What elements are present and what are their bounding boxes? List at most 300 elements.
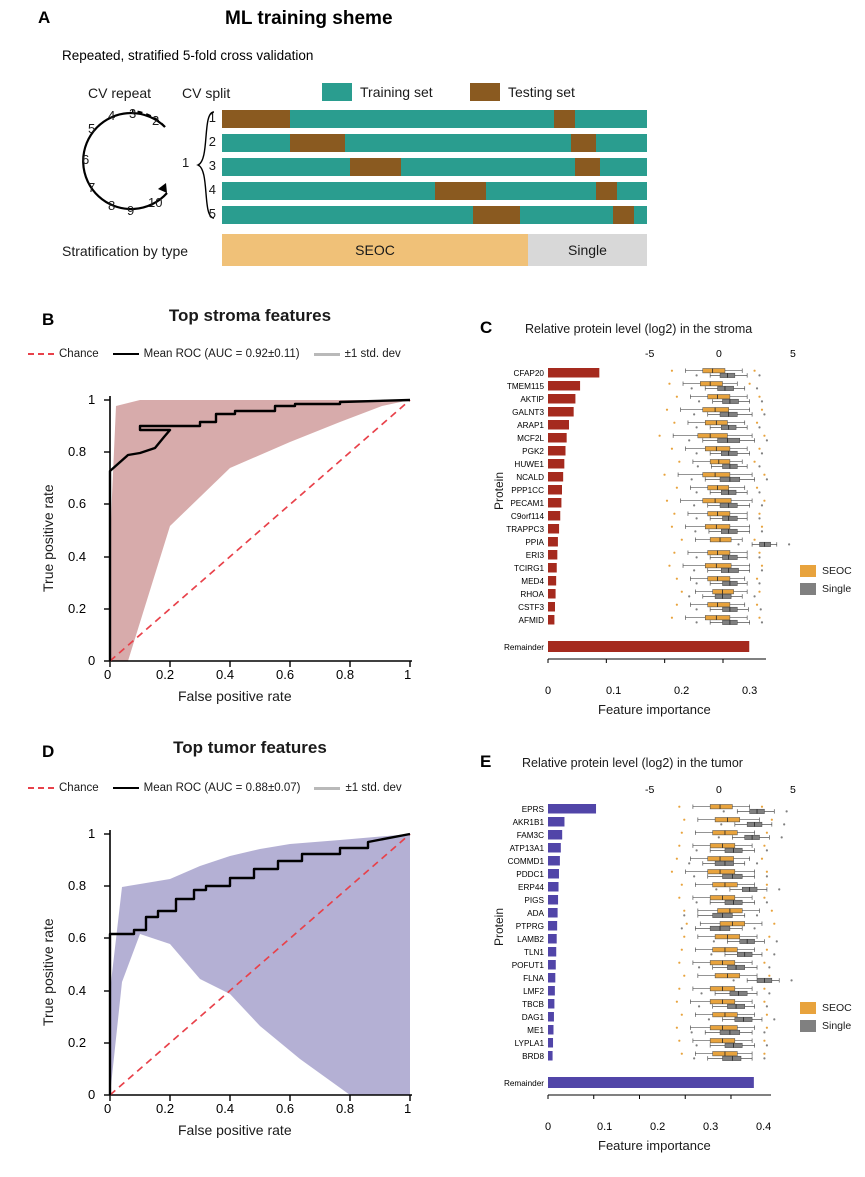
boxplot-outlier — [693, 504, 695, 506]
panel-b-ytick-5: 1 — [88, 392, 96, 407]
importance-bar — [548, 589, 556, 599]
boxplot-outlier — [758, 582, 760, 584]
cv-split-number: 1 — [208, 110, 216, 125]
panel-d-ytick-0: 0 — [88, 1087, 96, 1102]
boxplot-outlier — [766, 875, 768, 877]
boxplot-outlier — [696, 582, 698, 584]
boxplot-box-seoc — [703, 369, 725, 373]
boxplot-outlier — [778, 888, 780, 890]
boxplot-box-seoc — [703, 499, 731, 503]
cv-segment-training — [222, 134, 290, 152]
panel-b-xlabel: False positive rate — [178, 688, 292, 704]
importance-bar — [548, 1051, 553, 1061]
panel-e-box-tick-5: 5 — [790, 784, 796, 796]
protein-label: HUWE1 — [514, 460, 544, 469]
boxplot-outlier — [678, 806, 680, 808]
panel-d-ytick-3: 0.6 — [68, 930, 87, 945]
importance-bar — [548, 381, 580, 391]
protein-label: TMEM115 — [506, 382, 544, 391]
panel-a-title: ML training sheme — [225, 8, 393, 29]
boxplot-outlier — [668, 565, 670, 567]
panel-b-xtick-5: 1 — [404, 667, 412, 682]
boxplot-outlier — [698, 966, 700, 968]
panel-c-title: Relative protein level (log2) in the stroma — [525, 322, 753, 336]
cv-segment-testing — [473, 206, 520, 224]
boxplot-outlier — [758, 513, 760, 515]
boxplot-outlier — [696, 608, 698, 610]
boxplot-outlier — [693, 875, 695, 877]
boxplot-outlier — [696, 901, 698, 903]
boxplot-box-seoc — [708, 870, 735, 874]
cv-fold-group-label: 1 — [182, 155, 190, 170]
panel-d-legend — [28, 782, 402, 794]
protein-label: BRD8 — [522, 1052, 544, 1061]
protein-label: ADA — [527, 909, 544, 918]
protein-label: PIGS — [524, 896, 544, 905]
importance-bar — [548, 459, 564, 469]
boxplot-box-single — [760, 542, 771, 546]
cv-split-number: 2 — [208, 134, 216, 149]
panel-c — [470, 300, 865, 730]
boxplot-outlier — [700, 992, 702, 994]
protein-label: CFAP20 — [513, 369, 544, 378]
legend-std-dev-label-d: ±1 std. dev — [345, 782, 402, 794]
panel-b-xtick-1: 0.2 — [156, 667, 175, 682]
boxplot-outlier — [753, 370, 755, 372]
boxplot-outlier — [696, 849, 698, 851]
boxplot-outlier — [715, 888, 717, 890]
boxplot-outlier — [694, 530, 696, 532]
importance-bar — [548, 817, 564, 827]
boxplot-outlier — [666, 409, 668, 411]
boxplot-outlier — [756, 422, 758, 424]
cv-split-rows — [208, 110, 647, 230]
protein-label: PDDC1 — [516, 870, 544, 879]
protein-label: TLN1 — [523, 948, 544, 957]
repeat-num-10: 10 — [148, 195, 163, 210]
cv-segment-training — [600, 158, 647, 176]
panel-d-xlabel: False positive rate — [178, 1122, 292, 1138]
panel-d-xtick-5: 1 — [404, 1101, 412, 1116]
panel-b-title: Top stroma features — [168, 306, 332, 325]
boxplot-box-seoc — [703, 473, 730, 477]
testing-set-label: Testing set — [508, 84, 575, 100]
cv-segment-training — [290, 110, 554, 128]
boxplot-outlier — [758, 465, 760, 467]
protein-label: PGK2 — [522, 447, 544, 456]
boxplot-outlier — [683, 819, 685, 821]
boxplot-outlier — [758, 491, 760, 493]
cv-split-row — [208, 134, 647, 152]
importance-bar — [548, 368, 599, 378]
repeat-num-6: 6 — [82, 152, 90, 167]
panel-e-xtick-4: 0.4 — [756, 1121, 772, 1133]
panel-a-letter: A — [38, 8, 51, 27]
boxplot-outlier — [693, 569, 695, 571]
panel-c-xtick-0: 0 — [545, 685, 552, 697]
panel-e-box-tick-0: 0 — [716, 784, 722, 796]
boxplot-outlier — [788, 543, 790, 545]
importance-bar — [548, 1012, 554, 1022]
cv-segment-training — [520, 206, 614, 224]
boxplot-outlier — [761, 504, 763, 506]
boxplot-outlier — [766, 884, 768, 886]
panel-c-xtick-2: 0.2 — [674, 685, 690, 697]
panel-c-legend — [800, 565, 852, 601]
importance-bar — [548, 1025, 553, 1035]
boxplot-outlier — [696, 517, 698, 519]
panel-c-plot — [470, 360, 865, 715]
boxplot-outlier — [761, 526, 763, 528]
strat-group-single: Single — [528, 234, 647, 266]
boxplot-outlier — [678, 962, 680, 964]
boxplot-outlier — [756, 914, 758, 916]
boxplot-outlier — [671, 526, 673, 528]
boxplot-outlier — [761, 530, 763, 532]
panel-d-xtick-4: 0.8 — [336, 1101, 355, 1116]
boxplot-outlier — [753, 461, 755, 463]
boxplot-box-seoc — [708, 577, 730, 581]
boxplot-outlier — [766, 832, 768, 834]
boxplot-outlier — [696, 452, 698, 454]
boxplot-outlier — [659, 435, 661, 437]
boxplot-outlier — [758, 556, 760, 558]
importance-bar — [548, 882, 559, 892]
stratification-label: Stratification by type — [62, 243, 189, 259]
seoc-swatch-e — [800, 1002, 816, 1014]
cv-segment-testing — [554, 110, 575, 128]
boxplot-outlier — [758, 396, 760, 398]
boxplot-outlier — [733, 979, 735, 981]
boxplot-outlier — [758, 617, 760, 619]
repeat-num-7: 7 — [88, 180, 96, 195]
boxplot-outlier — [708, 1018, 710, 1020]
repeat-num-5: 5 — [88, 121, 96, 136]
boxplot-outlier — [761, 565, 763, 567]
boxplot-outlier — [761, 621, 763, 623]
boxplot-outlier — [696, 374, 698, 376]
protein-label: MED4 — [521, 577, 544, 586]
boxplot-outlier — [676, 578, 678, 580]
boxplot-outlier — [756, 604, 758, 606]
importance-bar — [548, 602, 555, 612]
boxplot-outlier — [676, 487, 678, 489]
importance-bar — [548, 407, 574, 417]
boxplot-outlier — [710, 953, 712, 955]
legend-mean-roc-label-d: Mean ROC (AUC = 0.88±0.07) — [143, 782, 301, 794]
cv-segment-testing — [575, 158, 601, 176]
boxplot-outlier — [756, 387, 758, 389]
boxplot-outlier — [671, 871, 673, 873]
importance-bar — [548, 563, 557, 573]
panel-e-box-tick--5: -5 — [645, 784, 655, 796]
protein-label: AKTIP — [520, 395, 544, 404]
boxplot-outlier — [698, 1005, 700, 1007]
boxplot-outlier — [763, 988, 765, 990]
importance-bar — [548, 550, 557, 560]
importance-bar — [548, 524, 559, 534]
importance-bar — [548, 472, 563, 482]
boxplot-box-seoc — [710, 1026, 737, 1030]
boxplot-outlier — [678, 461, 680, 463]
panel-c-xtick-1: 0.1 — [606, 685, 622, 697]
cv-segment-training — [222, 182, 435, 200]
dashed-line-icon — [28, 353, 54, 355]
boxplot-outlier — [671, 617, 673, 619]
boxplot-box-seoc — [708, 603, 730, 607]
boxplot-outlier — [783, 823, 785, 825]
protein-label: TCIRG1 — [513, 564, 544, 573]
boxplot-outlier — [763, 962, 765, 964]
importance-bar — [548, 947, 556, 957]
boxplot-outlier — [671, 370, 673, 372]
panel-b-letter: B — [42, 310, 55, 329]
boxplot-outlier — [686, 923, 688, 925]
boxplot-outlier — [683, 936, 685, 938]
panel-e-xtick-3: 0.3 — [703, 1121, 719, 1133]
importance-bar — [548, 843, 561, 853]
remainder-label: Remainder — [503, 1079, 544, 1088]
protein-label: CSTF3 — [518, 603, 544, 612]
boxplot-box-seoc — [700, 382, 722, 386]
panel-d-xtick-0: 0 — [104, 1101, 112, 1116]
boxplot-box-seoc — [708, 395, 730, 399]
panel-c-letter: C — [480, 318, 493, 337]
boxplot-outlier — [776, 940, 778, 942]
cv-segment-testing — [435, 182, 486, 200]
boxplot-box-seoc — [710, 538, 731, 542]
panel-c-xlabel: Feature importance — [598, 702, 711, 717]
boxplot-outlier — [691, 1031, 693, 1033]
panel-d — [0, 730, 470, 1177]
panel-e-plot — [470, 796, 865, 1151]
boxplot-box-seoc — [705, 616, 730, 620]
boxplot-outlier — [756, 578, 758, 580]
protein-label: FLNA — [523, 974, 544, 983]
panel-e-ylabel: Protein — [492, 907, 506, 946]
single-swatch-e — [800, 1020, 816, 1032]
protein-label: MCF2L — [517, 434, 544, 443]
grey-line-icon — [314, 787, 340, 790]
boxplot-outlier — [753, 927, 755, 929]
boxplot-outlier — [781, 836, 783, 838]
boxplot-box-single — [723, 1056, 742, 1060]
boxplot-outlier — [681, 1053, 683, 1055]
boxplot-outlier — [753, 595, 755, 597]
boxplot-outlier — [771, 910, 773, 912]
boxplot-box-seoc — [705, 564, 731, 568]
boxplot-outlier — [761, 806, 763, 808]
boxplot-outlier — [691, 478, 693, 480]
panel-c-box-tick-0: 0 — [716, 348, 722, 360]
legend-std-dev-d — [314, 782, 401, 794]
boxplot-outlier — [720, 823, 722, 825]
legend-chance-b — [28, 348, 99, 360]
cv-repeat-label: CV repeat — [88, 85, 152, 101]
boxplot-outlier — [763, 435, 765, 437]
panel-c-xtick-3: 0.3 — [742, 685, 758, 697]
importance-bar — [548, 433, 567, 443]
panel-e-xtick-1: 0.1 — [597, 1121, 613, 1133]
boxplot-outlier — [766, 1014, 768, 1016]
importance-bar — [548, 1038, 553, 1048]
cv-segment-training — [617, 182, 647, 200]
boxplot-outlier — [673, 513, 675, 515]
boxplot-box-seoc — [708, 551, 730, 555]
boxplot-outlier — [681, 927, 683, 929]
boxplot-outlier — [763, 1053, 765, 1055]
boxplot-outlier — [766, 901, 768, 903]
protein-label: AFMID — [518, 616, 544, 625]
boxplot-outlier — [766, 949, 768, 951]
boxplot-outlier — [696, 556, 698, 558]
boxplot-outlier — [681, 1014, 683, 1016]
boxplot-outlier — [696, 621, 698, 623]
panel-d-xtick-2: 0.4 — [216, 1101, 235, 1116]
boxplot-box-seoc — [703, 408, 729, 412]
repeat-num-8: 8 — [108, 198, 116, 213]
protein-label: C9orf114 — [510, 512, 544, 521]
boxplot-outlier — [756, 862, 758, 864]
cv-split-row — [208, 158, 647, 176]
panel-d-ytick-4: 0.8 — [68, 878, 87, 893]
boxplot-outlier — [773, 923, 775, 925]
importance-bar — [548, 895, 558, 905]
remainder-bar — [548, 1077, 754, 1088]
protein-label: PPP1CC — [511, 486, 544, 495]
protein-label: ARAP1 — [517, 421, 544, 430]
protein-label: TBCB — [522, 1000, 544, 1009]
cv-segment-training — [222, 158, 350, 176]
panel-d-letter: D — [42, 742, 55, 761]
boxplot-box-seoc — [708, 857, 734, 861]
protein-label: DAG1 — [521, 1013, 544, 1022]
cv-split-row — [208, 206, 647, 224]
panel-c-ylabel: Protein — [492, 471, 506, 510]
boxplot-outlier — [683, 914, 685, 916]
boxplot-outlier — [693, 413, 695, 415]
protein-label: EPRS — [521, 805, 544, 814]
boxplot-box-seoc — [705, 447, 730, 451]
cv-segment-training — [401, 158, 575, 176]
boxplot-outlier — [758, 517, 760, 519]
importance-bar — [548, 804, 596, 814]
panel-d-xtick-1: 0.2 — [156, 1101, 175, 1116]
panel-c-box-tick-5: 5 — [790, 348, 796, 360]
panel-d-ylabel: True positive rate — [40, 918, 56, 1026]
boxplot-box-single — [723, 516, 738, 520]
panel-d-ytick-5: 1 — [88, 826, 96, 841]
importance-bar — [548, 869, 559, 879]
boxplot-outlier — [697, 465, 699, 467]
legend-std-dev-b — [314, 348, 401, 360]
boxplot-box-single — [721, 451, 737, 455]
importance-bar — [548, 856, 560, 866]
repeat-num-2: 2 — [152, 113, 160, 128]
importance-bar — [548, 615, 554, 625]
cv-split-row — [208, 110, 647, 128]
boxplot-outlier — [673, 422, 675, 424]
boxplot-outlier — [758, 591, 760, 593]
boxplot-outlier — [756, 487, 758, 489]
panel-b — [0, 300, 470, 730]
legend-mean-roc-label-b: Mean ROC (AUC = 0.92±0.11) — [143, 348, 300, 360]
importance-bar — [548, 921, 557, 931]
panel-e-legend — [800, 1002, 852, 1038]
boxplot-outlier — [758, 426, 760, 428]
legend-testing-set — [470, 83, 575, 101]
panel-c-box-tick--5: -5 — [645, 348, 655, 360]
boxplot-outlier — [723, 810, 725, 812]
importance-bar — [548, 960, 556, 970]
protein-label: NCALD — [516, 473, 544, 482]
cv-split-row — [208, 182, 647, 200]
legend-training-set — [322, 83, 433, 101]
boxplot-outlier — [678, 845, 680, 847]
boxplot-outlier — [766, 1027, 768, 1029]
boxplot-outlier — [737, 543, 739, 545]
boxplot-outlier — [773, 953, 775, 955]
panel-e-xtick-2: 0.2 — [650, 1121, 666, 1133]
boxplot-outlier — [768, 966, 770, 968]
single-label-c: Single — [822, 583, 852, 595]
panel-e — [470, 730, 865, 1177]
legend-std-dev-label-b: ±1 std. dev — [344, 348, 401, 360]
seoc-label-e: SEOC — [822, 1002, 852, 1014]
boxplot-outlier — [763, 845, 765, 847]
boxplot-outlier — [718, 836, 720, 838]
boxplot-outlier — [671, 448, 673, 450]
boxplot-outlier — [691, 387, 693, 389]
cv-segment-testing — [571, 134, 597, 152]
seoc-swatch-c — [800, 565, 816, 577]
boxplot-outlier — [768, 975, 770, 977]
legend-single-c — [800, 583, 852, 595]
cv-split-number: 5 — [208, 206, 216, 221]
boxplot-box-single — [723, 399, 739, 403]
boxplot-outlier — [688, 439, 690, 441]
boxplot-outlier — [678, 1040, 680, 1042]
boxplot-box-seoc — [710, 460, 730, 464]
panel-b-ytick-3: 0.6 — [68, 496, 87, 511]
boxplot-outlier — [683, 910, 685, 912]
boxplot-outlier — [763, 500, 765, 502]
strat-group-seoc: SEOC — [222, 234, 528, 266]
boxplot-outlier — [758, 374, 760, 376]
repeat-num-9: 9 — [127, 203, 135, 218]
boxplot-outlier — [761, 409, 763, 411]
protein-label: GALNT3 — [512, 408, 544, 417]
protein-label: FAM3C — [516, 831, 544, 840]
cv-segment-testing — [290, 134, 345, 152]
panel-b-ytick-2: 0.4 — [68, 549, 87, 564]
panel-b-xtick-3: 0.6 — [276, 667, 295, 682]
boxplot-box-single — [718, 386, 734, 390]
panel-b-ylabel: True positive rate — [40, 484, 56, 592]
protein-label: PTPRG — [515, 922, 544, 931]
repeat-num-4: 4 — [108, 108, 116, 123]
importance-bar — [548, 908, 558, 918]
protein-label: ERP44 — [518, 883, 544, 892]
repeat-num-3: 3 — [129, 106, 137, 121]
legend-chance-label-b: Chance — [59, 348, 99, 360]
boxplot-outlier — [768, 992, 770, 994]
panel-b-legend — [28, 348, 401, 360]
boxplot-outlier — [696, 491, 698, 493]
protein-label: LMF2 — [523, 987, 544, 996]
importance-bar — [548, 537, 558, 547]
boxplot-outlier — [678, 897, 680, 899]
